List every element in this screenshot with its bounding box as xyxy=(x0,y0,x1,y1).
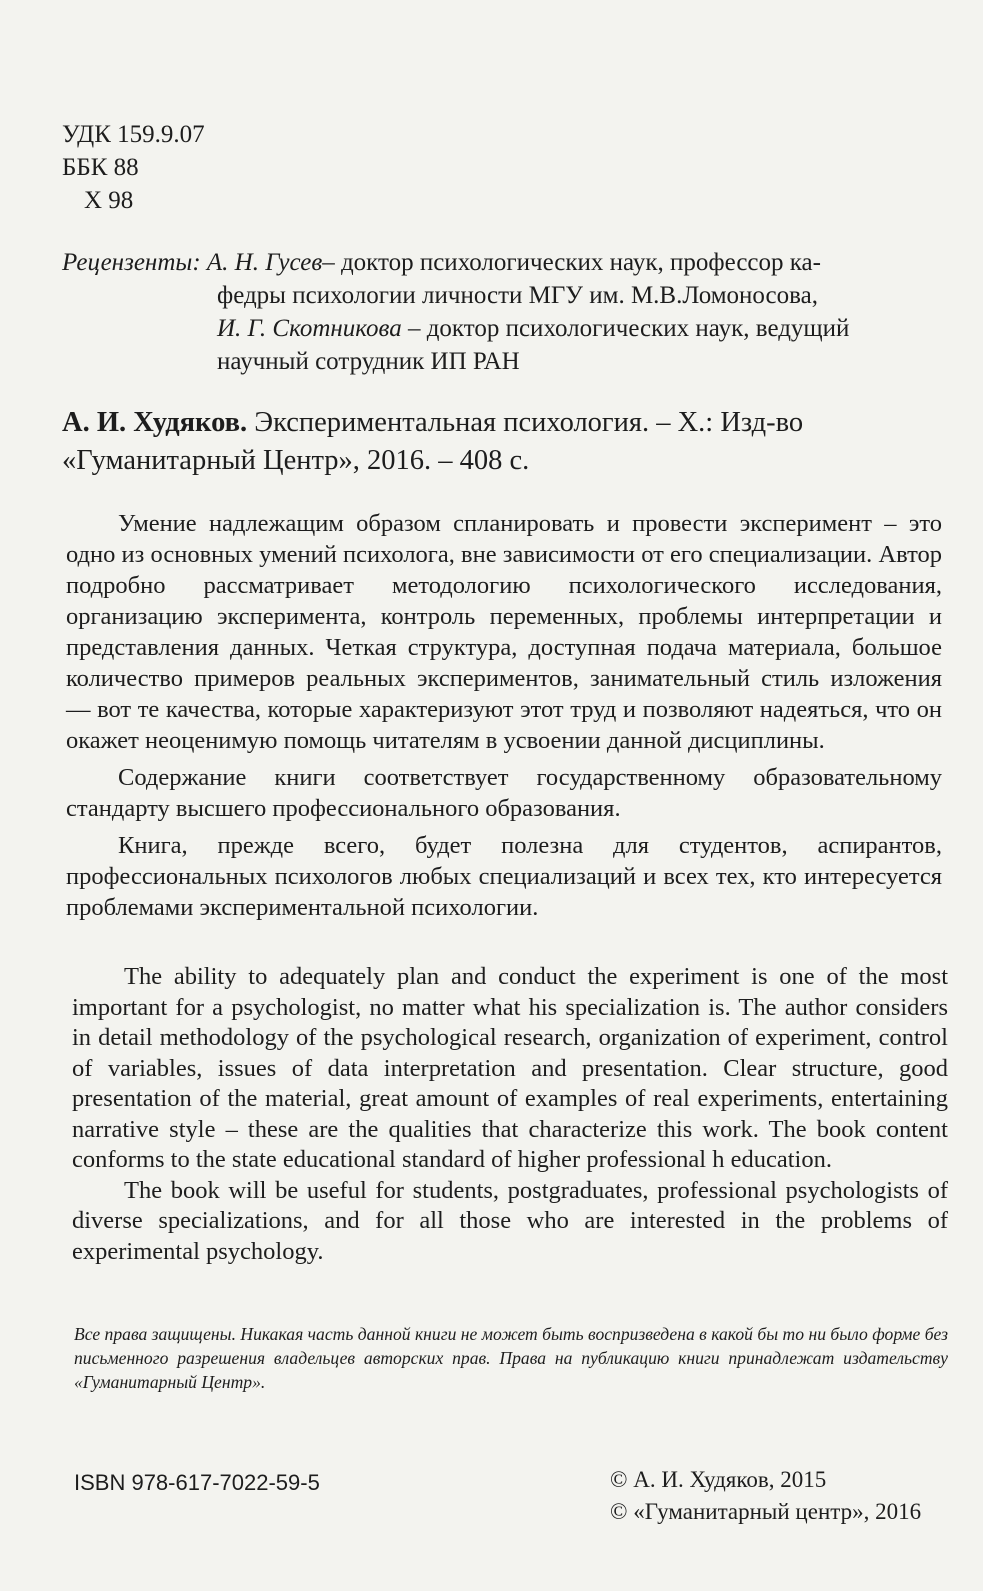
annotation-ru-paragraph: Умение надлежащим образом спланировать и провести эксперимент – это одно из основных умений психолога, вне зависимости от его специализации. Автор подробно рассматривает методологию психологического исследования, организацию эксперимента, контроль переменных, проблемы интерпретации и представления данных. Четкая структура, доступная подача материала, большое количество примеров реальных экспериментов, занимательный стиль изложения — вот те качества, которые характеризуют этот труд и позволяют надеяться, что он окажет неоценимую помощь читателям в усвоении данной дисциплины. xyxy=(66,510,942,754)
annotation-en-paragraph: The ability to adequately plan and conduct the experiment is one of the most important for a psychologist, no matter what his specialization is. The author considers in detail methodology of the psychological research, organization of experiment, control of variables, issues of data interpretation and presentation. Clear structure, good presentation of the material, great amount of examples of real experiments, entertaining narrative style – these are the qualities that characterize this work. The book content conforms to the state educational standard of higher professional h education. xyxy=(72,963,948,1173)
reviewer-line xyxy=(62,246,942,279)
reviewer-1-text: – доктор психологических наук, профессор ка- xyxy=(322,249,821,276)
reviewer-1-name: А. Н. Гусев xyxy=(206,249,323,276)
reviewer-line xyxy=(62,345,942,378)
bibliographic-citation xyxy=(62,404,942,480)
reviewer-2-text-cont: научный сотрудник ИП РАН xyxy=(217,348,520,375)
annotation-ru-paragraph: Книга, прежде всего, будет полезна для студентов, аспирантов, профессиональных психологов любых специализаций и всех тех, кто интересуется проблемами экспериментальной психологии. xyxy=(66,832,942,921)
bbk-code: ББК 88 xyxy=(62,154,139,181)
reviewers-block xyxy=(62,246,942,378)
citation-text: Экспериментальная психология. – Х.: Изд-во «Гуманитарный Центр», 2016. – 408 с. xyxy=(62,407,804,476)
annotation-russian xyxy=(66,508,942,923)
reviewer-line xyxy=(62,312,942,345)
reviewer-2-name: И. Г. Скотникова xyxy=(217,315,402,342)
reviewer-line xyxy=(62,279,942,312)
rights-notice: Все права защищены. Никакая часть данной книги не может быть воспризведена в какой бы то ни было форме без письменного разрешения владельцев авторских прав. Права на публикацию книги принадлежат издательству «Гуманитарный Центр». xyxy=(74,1324,948,1392)
isbn-number: ISBN 978-617-7022-59-5 xyxy=(74,1470,320,1495)
copyright-block xyxy=(610,1464,921,1528)
annotation-ru-paragraph: Содержание книги соответствует государственному образовательному стандарту высшего профессионального образования. xyxy=(66,764,942,822)
author-mark: Х 98 xyxy=(84,187,134,214)
citation-author: А. И. Худяков. xyxy=(62,407,248,438)
classification-codes xyxy=(62,118,205,217)
annotation-en-paragraph: The book will be useful for students, postgraduates, professional psychologists of diverse specializations, and for all those who are interested in the problems of experimental psychology. xyxy=(72,1176,948,1265)
reviewer-2-text: – доктор психологических наук, ведущий xyxy=(401,315,850,342)
annotation-english xyxy=(72,962,948,1267)
copyright-author: © А. И. Худяков, 2015 xyxy=(610,1467,827,1492)
udk-code: УДК 159.9.07 xyxy=(62,121,205,148)
reviewer-1-text-cont: федры психологии личности МГУ им. М.В.Ломоносова, xyxy=(217,282,818,309)
copyright-publisher: © «Гуманитарный центр», 2016 xyxy=(610,1499,922,1524)
reviewers-label: Рецензенты: xyxy=(62,249,201,276)
